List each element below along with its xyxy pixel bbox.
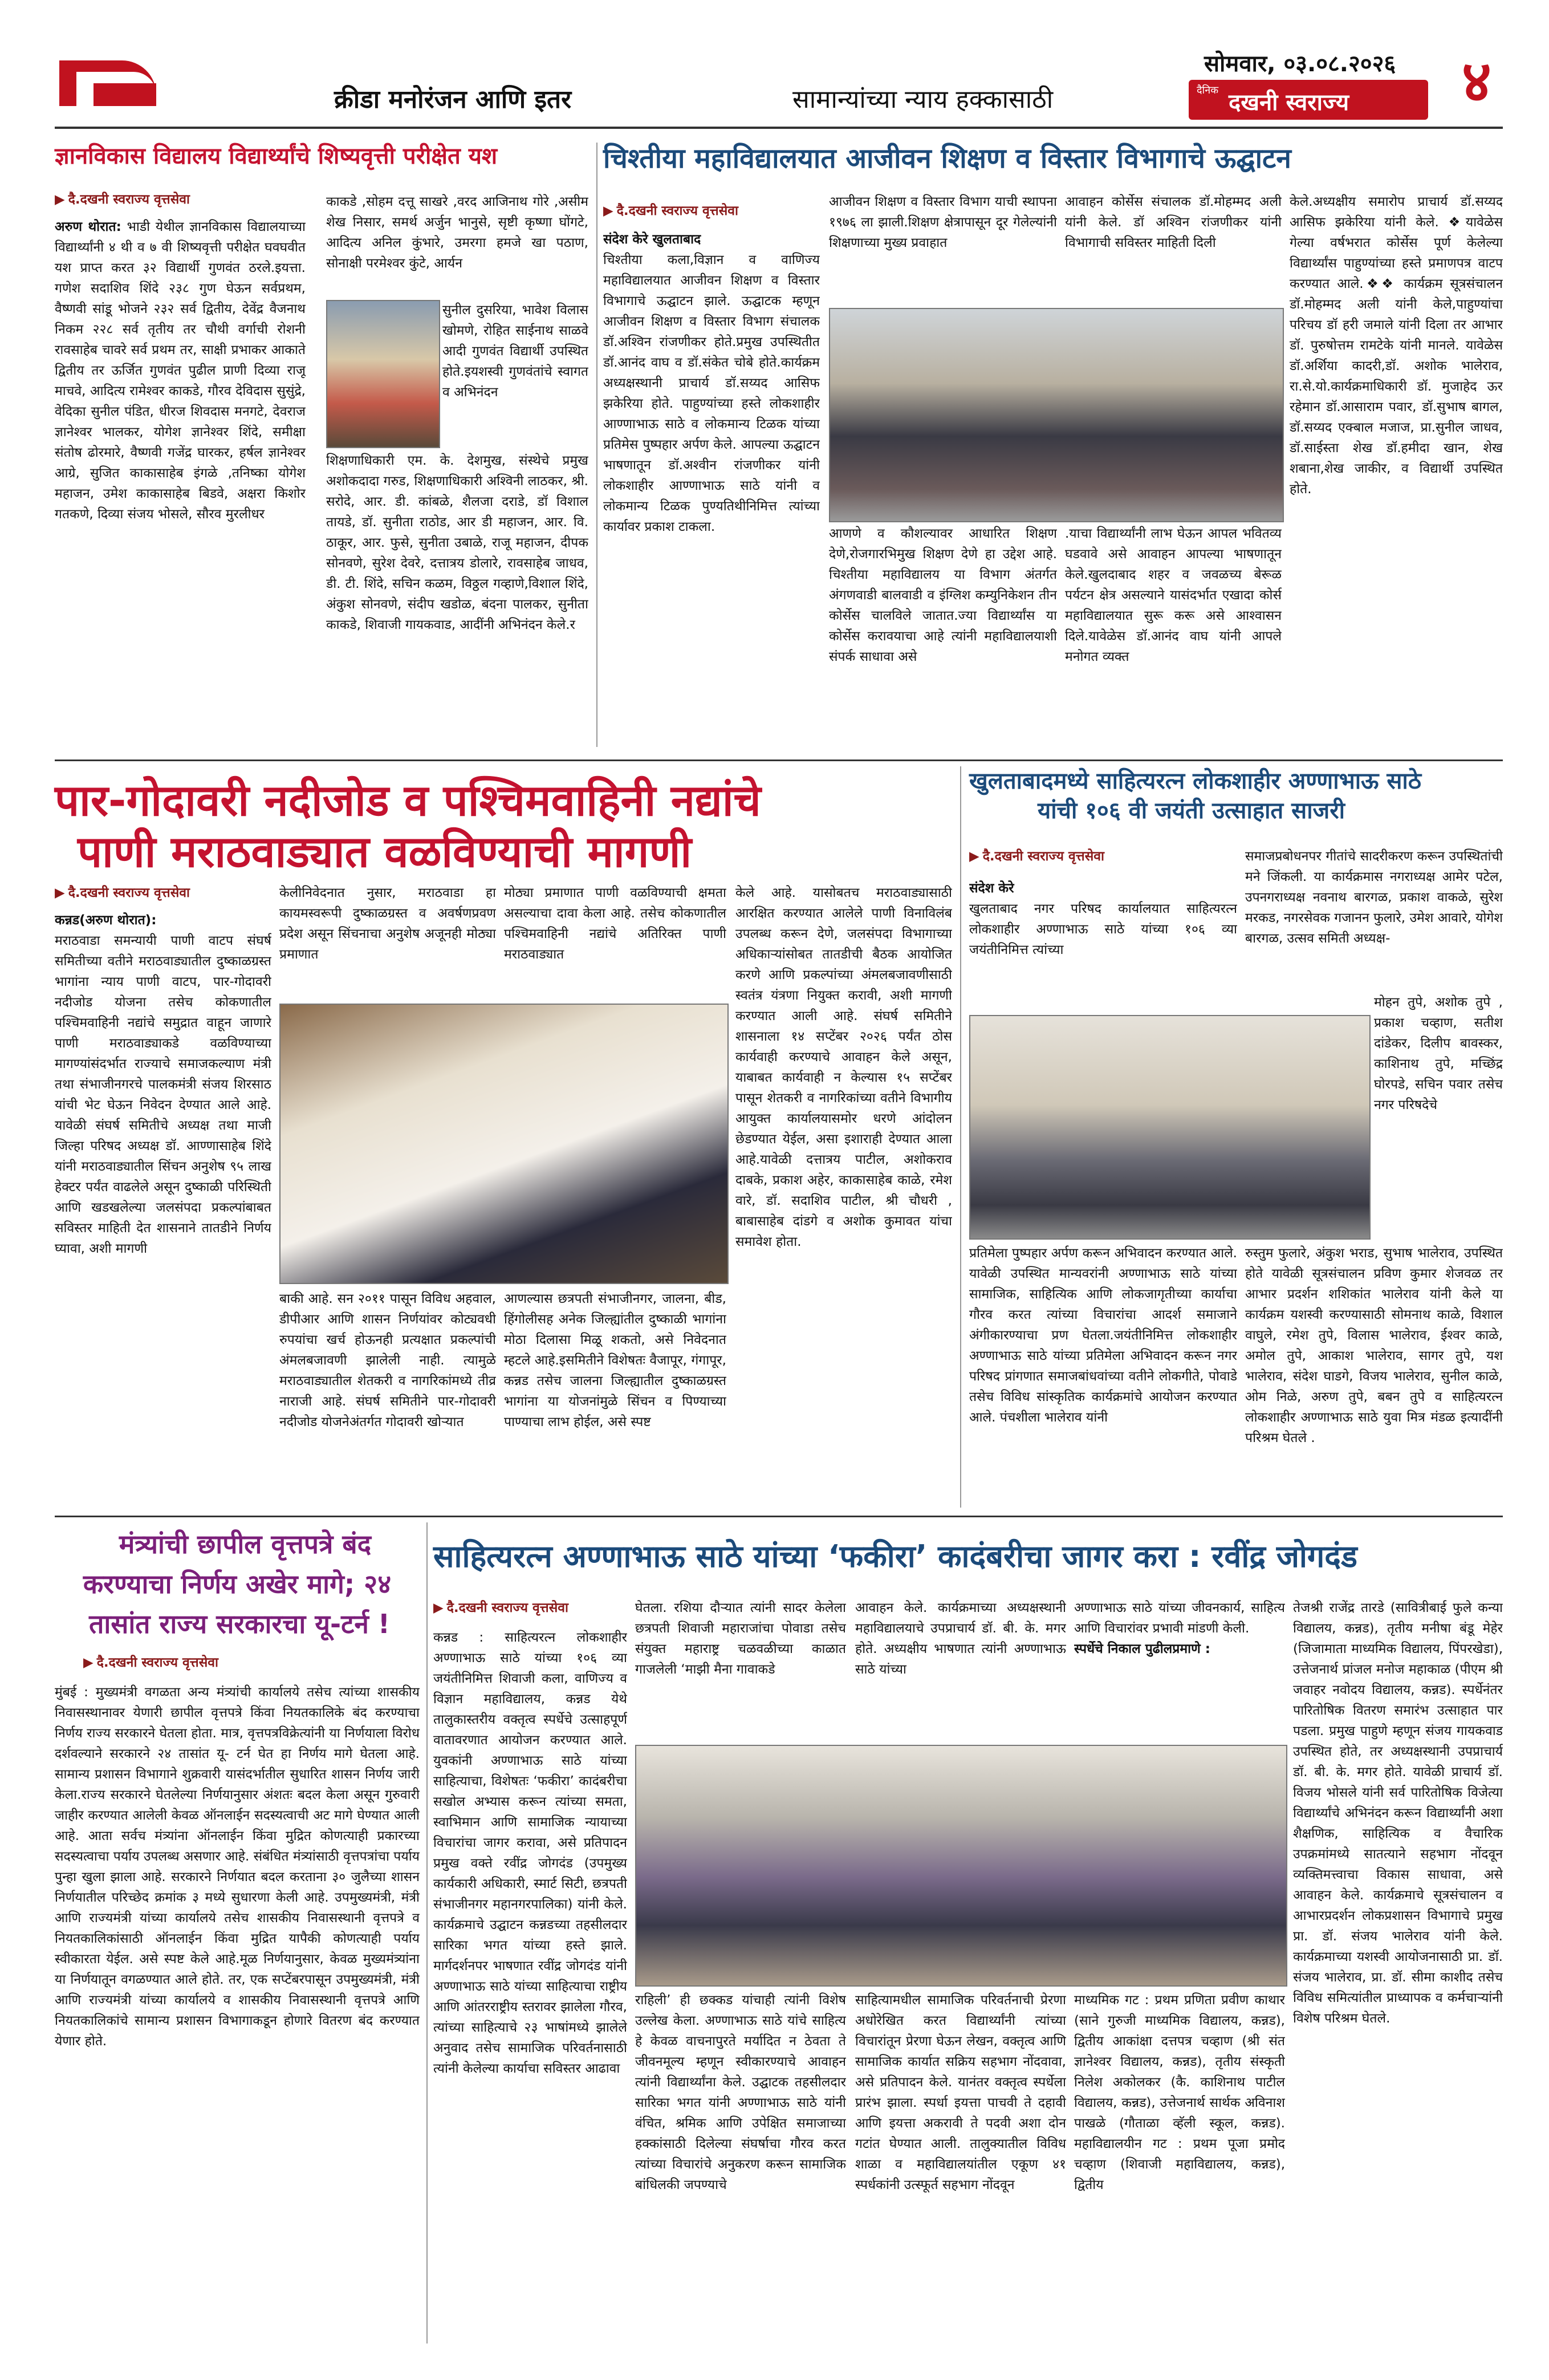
a6-col2-top: घेतला. रशिया दौऱ्यात त्यांनी सादर केलेला छत्रपती शिवाजी महाराजांचा पोवाडा तसेच संयुक्त महाराष्ट्र चळवळीच्या काळात गाजलेली ‘माझी मैना गावाकडे [635, 1601, 846, 1677]
a3-col3-top: मोठ्या प्रमाणात पाणी वळविण्याची क्षमता असल्याचा दावा केला आहे. तसेच कोकणातील पश्चिमवाहिनी नद्यांचे अतिरिक्त पाणी मराठवाड्यात [504, 886, 726, 962]
a4-col1-top [969, 878, 1237, 1004]
a3-col2-bottom: बाकी आहे. सन २०११ पासून विविध अहवाल, डीपीआर आणि शासन निर्णयांवर कोट्यवधी रुपयांचा खर्च होऊनही प्रत्यक्षात प्रकल्पांची अंमलबजावणी झालेली नाही. त्यामुळे मराठवाड्यातील शेतकरी व नागरिकांमध्ये तीव्र नाराजी आहे. संघर्ष समितीने पार-गोदावरी नदीजोड योजनेअंतर्गत गोदावरी खोऱ्यात [279, 1291, 496, 1429]
paper-nameplate [1189, 80, 1428, 120]
a1-byline: ▶ दै.दखनी स्वराज्य वृत्तसेवा [55, 192, 190, 207]
a3-col4: केले आहे. यासोबतच मराठवाड्यासाठी आरक्षित करण्यात आलेले पाणी विनाविलंब उपलब्ध करून देणे, जलसंपदा विभागाच्या अधिकाऱ्यांसोबत तातडीची बैठक आयोजित करणे आणि प्रकल्पांच्या अंमलबजावणीसाठी स्वतंत्र यंत्रणा नियुक्त करावी, अशी मागणी करण्यात आली आहे. संघर्ष समितीने शासनाला १४ सप्टेंबर २०२६ पर्यंत ठोस कार्यवाही करण्याचे आवाहन केले असून, याबाबत कार्यवाही न केल्यास १५ सप्टेंबर पासून शेतकरी व नागरिकांच्या वतीने विभागीय आयुक्त कार्यालयासमोर धरणे आंदोलन छेडण्यात येईल, असा इशाराही देण्यात आला आहे.यावेळी दत्तात्रय पाटील, अशोकराव दाबके, प्रकाश अहेर, काकासाहेब काळे, रमेश वारे, डॉ. सदाशिव पाटील, श्री चौधरी , बाबासाहेब दांडगे व अशोक कुमावत यांचा समावेश होता. [735, 886, 952, 1249]
byline-marker-icon: ▶ [433, 1601, 444, 1615]
a2-col3-top: आवाहन कोर्सेस संचालक डॉ.मोहम्मद अली यांनी केले. डॉ अश्विन रांजणीकर यांनी विभागाची सविस्तर माहिती दिली [1065, 194, 1282, 250]
a4-headline-line1: खुलताबादमध्ये साहित्यरत्न लोकशाहीर अण्णाभाऊ साठे [969, 768, 1422, 794]
a6-col1: कन्नड : साहित्यरत्न लोकशाहीर अण्णाभाऊ साठे यांच्या १०६ व्या जयंतीनिमित्त शिवाजी कला, वाणिज्य व विज्ञान महाविद्यालय, कन्नड येथे तालुकास्तरीय वक्तृत्व स्पर्धेचे उत्साहपूर्ण वातावरणात आयोजन करण्यात आले. युवकांनी अण्णाभाऊ साठे यांच्या साहित्याचा, विशेषतः ‘फकीरा’ कादंबरीचा सखोल अभ्यास करून त्यांच्या समता, स्वाभिमान आणि सामाजिक न्यायाच्या विचारांचा जागर करावा, असे प्रतिपादन प्रमुख वक्ते रवींद्र जोगदंड (उपमुख्य कार्यकारी अधिकारी, स्मार्ट सिटी, छत्रपती संभाजीनगर महानगरपालिका) यांनी केले. कार्यक्रमाचे उद्घाटन कन्नडच्या तहसीलदार सारिका भगत यांच्या हस्ते झाले. मार्गदर्शनपर भाषणात रवींद्र जोगदंड यांनी अण्णाभाऊ साठे यांच्या साहित्याचा राष्ट्रीय आणि आंतरराष्ट्रीय स्तरावर झालेला गौरव, त्यांच्या साहित्याचे २३ भाषांमध्ये झालेले अनुवाद तसेच सामाजिक परिवर्तनासाठी त्यांनी केलेल्या कार्याचा सविस्तर आढावा [433, 1630, 627, 2076]
a6-col5: तेजश्री राजेंद्र तारडे (सावित्रीबाई फुले कन्या विद्यालय, कन्नड), तृतीय मनीषा बंडू मेहेर (जिजामाता माध्यमिक विद्यालय, पिंपरखेडा), उत्तेजनार्थ प्रांजल मनोज महाकाळ (पीएम श्री जवाहर नवोदय विद्यालय, कन्नड). स्पर्धेनंतर पारितोषिक वितरण समारंभ उत्साहात पार पडला. प्रमुख पाहुणे म्हणून संजय गायकवाड उपस्थित होते, तर अध्यक्षस्थानी उपप्राचार्य डॉ. बी. के. मगर होते. यावेळी प्राचार्य डॉ. विजय भोसले यांनी सर्व पारितोषिक विजेत्या विद्यार्थ्यांचे अभिनंदन करून विद्यार्थ्यांनी अशा शैक्षणिक, साहित्यिक व वैचारिक उपक्रमांमध्ये सातत्याने सहभाग नोंदवून व्यक्तिमत्त्वाचा विकास साधावा, असे आवाहन केले. कार्यक्रमाचे सूत्रसंचालन व आभारप्रदर्शन लोकप्रशासन विभागाचे प्रमुख प्रा. डॉ. संजय भालेराव यांनी केले. कार्यक्रमाच्या यशस्वी आयोजनासाठी प्रा. डॉ. संजय भालेराव, प्रा. डॉ. सीमा काशीद तसेच विविध समित्यांतील प्राध्यापक व कर्मचाऱ्यांनी विशेष परिश्रम घेतले. [1293, 1601, 1503, 2026]
a1-photo [326, 300, 440, 448]
a6-col4-top-text: अण्णाभाऊ साठे यांच्या जीवनकार्य, साहित्य आणि विचारांवर प्रभावी मांडणी केली. [1074, 1601, 1285, 1636]
a1-headline: ज्ञानविकास विद्यालय विद्यार्थ्यांचे शिष्यवृत्ती परीक्षेत यश [55, 143, 498, 169]
a1-col1 [55, 217, 306, 787]
a5-byline: ▶ दै.दखनी स्वराज्य वृत्तसेवा [83, 1655, 218, 1670]
issue-date: सोमवार, ०३.०८.२०२६ [1204, 51, 1396, 77]
divider-row1 [55, 760, 1503, 761]
byline-marker-icon: ▶ [603, 204, 613, 218]
section-title-left: क्रीडा मनोरंजन आणि इतर [334, 85, 572, 114]
byline-marker-icon: ▶ [55, 886, 65, 900]
a2-col2-bottom: आणणे व कौशल्यावर आधारित शिक्षण देणे,रोजगारभिमुख शिक्षण देणे हा उद्देश आहे. चिश्तीया महाविद्यालय या विभाग अंतर्गत अंगणवाडी बालवाडी व इंग्लिश कम्युनिकेशन तीन कोर्सेस चालविले जातात.ज्या विद्यार्थ्यांस या कोर्सेस करावयाचा आहे त्यांनी महाविद्यालयाशी संपर्क साधावा असे [829, 526, 1057, 664]
byline-marker-icon: ▶ [55, 192, 65, 207]
a4-col2-side: मोहन तुपे, अशोक तुपे , प्रकाश चव्हाण, सतीश दांडेकर, दिलीप बावस्कर, काशिनाथ तुपे, मच्छिंद्र घोरपडे, सचिन पवार तसेच नगर परिषदेचे [1374, 995, 1503, 1112]
a5-headline-line2: करण्याचा निर्णय अखेर मागे; २४ [83, 1569, 392, 1599]
a6-results-label: स्पर्धेचे निकाल पुढीलप्रमाणे : [1074, 1642, 1210, 1656]
a3-col1 [55, 910, 271, 1503]
a3-dateline: कन्नड(अरुण थोरात): [55, 913, 157, 928]
a4-col2-top: समाजप्रबोधनपर गीतांचे सादरीकरण करून उपस्थितांची मने जिंकली. या कार्यक्रमास नगराध्यक्ष आमेर पटेल, उपनगराध्यक्ष नवनाथ बारगळ, प्रकाश वाकळे, सुरेश मरकड, नगरसेवक गजानन फुलारे, उमेश आवारे, योगेश बारगळ, उत्सव समिती अध्यक्ष- [1245, 849, 1503, 946]
a1-col2-top: काकडे ,सोहम दत्तू साखरे ,वरद आजिनाथ गोरे ,असीम शेख निसार, समर्थ अर्जुन भानुसे, सृष्टी कृष्णा घोंगटे, आदित्य अनिल कुंभारे, उमरगा हमजे खा पठाण, सोनाक्षी परमेश्वर कुंटे, आर्यन [326, 194, 588, 271]
a6-byline: ▶ दै.दखनी स्वराज्य वृत्तसेवा [433, 1601, 568, 1615]
paper-small-label: दैनिक [1197, 84, 1219, 96]
a6-headline: साहित्यरत्न अण्णाभाऊ साठे यांच्या ‘फकीरा’ कादंबरीचा जागर करा : रवींद्र जोगदंड [433, 1538, 1357, 1574]
a4-col2-bottom: रुस्तुम फुलारे, अंकुश भराड, सुभाष भालेराव, उपस्थित होते यावेळी सूत्रसंचालन प्रविण कुमार शेजवळ तर आभार प्रदर्शन शशिकांत भालेराव यांनी केले या कार्यक्रम यशस्वी करण्यासाठी सोमनाथ काळे, विशाल वाघुले, रमेश तुपे, विलास भालेराव, ईश्वर काळे, अमोल तुपे, आकाश भालेराव, सागर तुपे, यश भालेराव, संदेश घाडगे, विजय भालेराव, सुनील काळे, ओम निळे, अरुण तुपे, बबन तुपे व साहित्यरत्न लोकशाहीर अण्णाभाऊ साठे युवा मित्र मंडळ इत्यादींनी परिश्रम घेतले . [1245, 1246, 1503, 1445]
divider-a3-a4 [960, 766, 961, 1508]
divider-a5-a6 [426, 1522, 428, 2344]
a2-col3-bottom: .याचा विद्यार्थ्यांनी लाभ घेऊन आपल भवितव्य घडवावे असे आवाहन आपल्या भाषणातून केले.खुलदाबाद शहर व जवळच्य बेरूळ पर्यटन क्षेत्र असल्याने यासंदर्भात एखादा कोर्स महाविद्यालयात सुरू करू असे आश्वासन दिले.यावेळेस डॉ.आनंद वाघ यांनी आपले मनोगत व्यक्त [1065, 526, 1282, 664]
byline-marker-icon: ▶ [969, 849, 979, 864]
a2-byline: ▶ दै.दखनी स्वराज्य वृत्तसेवा [603, 204, 738, 218]
a6-col3-bottom: साहित्यामधील सामाजिक परिवर्तनाची प्रेरणा अधोरेखित करत विद्यार्थ्यांनी त्यांच्या विचारांतून प्रेरणा घेऊन लेखन, वक्तृत्व आणि सामाजिक कार्यात सक्रिय सहभाग नोंदवावा, असे प्रतिपादन केले. यानंतर वक्तृत्व स्पर्धेला प्रारंभ झाला. स्पर्धा इयत्ता पाचवी ते दहावी आणि इयत्ता अकरावी ते पदवी अशा दोन गटांत घेण्यात आली. तालुक्यातील विविध शाळा व महाविद्यालयांतील एकूण ४१ स्पर्धकांनी उत्स्फूर्त सहभाग नोंदवून [855, 1993, 1066, 2192]
a6-col4-bottom: माध्यमिक गट : प्रथम प्रणिता प्रवीण काथार (साने गुरुजी माध्यमिक विद्यालय, कन्नड), द्वितीय आकांक्षा दत्तपत्र चव्हाण (श्री संत ज्ञानेश्वर विद्यालय, कन्नड), तृतीय संस्कृती निलेश अकोलकर (कै. काशिनाथ पाटील विद्यालय, कन्नड), उत्तेजनार्थ सार्थक अविनाश पाखळे (गौताळा व्हॅली स्कूल, कन्नड). महाविद्यालयीन गट : प्रथम पूजा प्रमोद चव्हाण (शिवाजी महाविद्यालय, कन्नड), द्वितीय [1074, 1993, 1285, 2192]
a1-dateline: अरुण थोरात: [55, 220, 121, 234]
divider-row2 [55, 1516, 1503, 1517]
a3-byline: ▶ दै.दखनी स्वराज्य वृत्तसेवा [55, 886, 190, 900]
a6-col2-bottom: राहिली’ ही छक्कड यांचाही त्यांनी विशेष उल्लेख केला. अण्णाभाऊ साठे यांचे साहित्य हे केवळ वाचनापुरते मर्यादित न ठेवता ते जीवनमूल्य म्हणून स्वीकारण्याचे आवाहन त्यांनी विद्यार्थ्यांना केले. उद्घाटक तहसीलदार सारिका भगत यांनी अण्णाभाऊ साठे यांनी वंचित, श्रमिक आणि उपेक्षित समाजाच्या हक्कांसाठी दिलेल्या संघर्षाचा गौरव करत त्यांच्या विचारांचे अनुकरण करून सामाजिक बांधिलकी जपण्याचे [635, 1993, 846, 2192]
a1-col2-bottom: शिक्षणाधिकारी एम. के. देशमुख, संस्थेचे प्रमुख अशोकदादा गरुड, शिक्षणाधिकारी अश्विनी लाठकर, श्री. सरोदे, आर. डी. कांबळे, शैलजा दराडे, डॉ विशाल तायडे, डॉ. सुनीता राठोड, आर डी महाजन, आर. वि. ठाकूर, आर. फुसे, सुनीता उबाळे, राजू महाजन, दीपक सोनवणे, सुरेश देवरे, दत्तात्रय डोलारे, रावसाहेब जाधव, डी. टी. शिंदे, सचिन कळम, विठ्ठल गव्हाणे,विशाल शिंदे, अंकुश सोनवणे, संदीप खडोळ, बंदना पालकर, सुनीता काकडे, शिवाजी गायकवाड, आदींनी अभिनंदन केले.र [326, 453, 588, 632]
paper-name: दखनी स्वराज्य [1229, 90, 1349, 116]
page-number: ४ [1462, 48, 1491, 115]
a3-col3-bottom: आणल्यास छत्रपती संभाजीनगर, जालना, बीड, हिंगोलीसह अनेक जिल्ह्यांतील दुष्काळी भागांना मोठा दिलासा मिळू शकतो, असे निवेदनात म्हटले आहे.इसमितीने विशेषतः वैजापूर, गंगापूर, कन्नड तसेच जालना जिल्ह्यातील दुष्काळग्रस्त भागांना या योजनांमुळे सिंचन व पिण्याच्या पाण्याचा लाभ होईल, असे स्पष्ट [504, 1291, 726, 1429]
byline-marker-icon: ▶ [83, 1655, 93, 1670]
a4-col1-bottom: प्रतिमेला पुष्पहार अर्पण करून अभिवादन करण्यात आले. यावेळी उपस्थित मान्यवरांनी अण्णाभाऊ साठे यांच्या सामाजिक, साहित्यिक आणि लोकजागृतीच्या कार्याचा गौरव करत त्यांच्या विचारांचा आदर्श समाजाने अंगीकारण्याचा प्रण घेतला.जयंतीनिमित्त लोकशाहीर अण्णाभाऊ साठे यांच्या प्रतिमेला अभिवादन करून नगर परिषद प्रांगणात समाजबांधवांच्या वतीने लोकगीते, पोवाडे तसेच विविध सांस्कृतिक कार्यक्रमांचे आयोजन करण्यात आले. पंचशीला भालेराव यांनी [969, 1246, 1237, 1425]
a3-headline-line1: पार-गोदावरी नदीजोड व पश्चिमवाहिनी नद्यांचे [55, 775, 761, 826]
a6-photo [635, 1745, 1287, 1987]
a4-byline: ▶ दै.दखनी स्वराज्य वृत्तसेवा [969, 849, 1104, 864]
a5-body: मुंबई : मुख्यमंत्री वगळता अन्य मंत्र्यांची कार्यालये तसेच त्यांच्या शासकीय निवासस्थानावर येणारी छापील वृत्तपत्रे किंवा नियतकालिके बंद करण्याचा निर्णय राज्य सरकारने घेतला होता. मात्र, वृत्तपत्रविक्रेत्यांनी या निर्णयाला विरोध दर्शवल्याने सरकारने २४ तासांत यू- टर्न घेत हा निर्णय मागे घेतला आहे. सामान्य प्रशासन विभागाने शुक्रवारी यासंदर्भातील सुधारित शासन निर्णय जारी केला.राज्य सरकारने घेतलेल्या निर्णयानुसार अंशतः बदल केला असून गुरुवारी जाहीर करण्यात आलेली केवळ ऑनलाईन सदस्यत्वाची अट मागे घेण्यात आली आहे. आता सर्वच मंत्र्यांना ऑनलाईन किंवा मुद्रित कोणत्याही प्रकारच्या सदस्यत्वाचा पर्याय उपलब्ध असणार आहे. संबंधित मंत्र्यांसाठी वृत्तपत्रांचा पर्याय पुन्हा खुला झाला आहे. सरकारने निर्णयात बदल करताना ३० जुलैच्या शासन निर्णयातील परिच्छेद क्रमांक ३ मध्ये सुधारणा केली आहे. उपमुख्यमंत्री, मंत्री आणि राज्यमंत्री यांच्या कार्यालये तसेच शासकीय निवासस्थानी वृत्तपत्रे व नियतकालिकांसाठी ऑनलाईन किंवा मुद्रित यापैकी कोणत्याही पर्याय स्वीकारता येईल. असे स्पष्ट केले आहे.मूळ निर्णयानुसार, केवळ मुख्यमंत्र्यांना या निर्णयातून वगळण्यात आले होते. तर, एक सप्टेंबरपासून उपमुख्यमंत्री, मंत्री आणि राज्यमंत्री यांच्या कार्यालये व शासकीय निवासस्थानी वृत्तपत्रे आणि नियतकालिकांचे सामान्य प्रशासन विभागाकडून होणारे वितरण बंद करण्यात येणार होते. [55, 1685, 420, 2049]
a3-col1-text: मराठवाडा समन्यायी पाणी वाटप संघर्ष समितीच्या वतीने मराठवाड्यातील दुष्काळग्रस्त भागांना न्याय पाणी वाटप, पार-गोदावरी नदीजोड योजना तसेच कोकणातील पश्चिमवाहिनी नद्यांचे समुद्रात वाहून जाणारे पाणी मराठवाड्याकडे वळविण्याच्या मागण्यांसंदर्भात राज्याचे समाजकल्याण मंत्री तथा संभाजीनगरचे पालकमंत्री संजय शिरसाठ यांची भेट घेऊन निवेदन देण्यात आले आहे. यावेळी संघर्ष समितीचे अध्यक्ष तथा माजी जिल्हा परिषद अध्यक्ष डॉ. आण्णासाहेब शिंदे यांनी मराठवाड्यातील सिंचन अनुशेष ९५ लाख हेक्टर पर्यंत वाढलेले असून दुष्काळी परिस्थिती आणि खडखलेल्या जलसंपदा प्रकल्पांबाबत सविस्तर माहिती देत शासनाने तातडीने निर्णय घ्यावा, अशी मागणी [55, 933, 271, 1256]
a3-headline-line2: पाणी मराठवाड्यात वळविण्याची मागणी [78, 826, 692, 877]
masthead-rule [55, 127, 1503, 129]
a2-photo [829, 308, 1284, 522]
a2-col2-top: आजीवन शिक्षण व विस्तार विभाग याची स्थापना १९७६ ला झाली.शिक्षण क्षेत्रापासून दूर गेलेल्यांनी शिक्षणाच्या मुख्य प्रवाहात [829, 194, 1057, 250]
a3-col2-top: केलीनिवेदनात नुसार, मराठवाडा हा कायमस्वरूपी दुष्काळग्रस्त व अवर्षणप्रवण प्रदेश असून सिंचनाचा अनुशेष अजूनही मोठ्या प्रमाणात [279, 886, 496, 962]
a5-headline-line3: तासांत राज्य सरकारचा यू-टर्न ! [89, 1609, 390, 1639]
a2-col1 [603, 229, 820, 754]
a2-headline: चिश्तीया महाविद्यालयात आजीवन शिक्षण व विस्तार विभागाचे ऊद्घाटन [603, 143, 1291, 174]
a1-col2-side: सुनील दुसरिया, भावेश विलास खोमणे, रोहित साईनाथ साळवे आदी गुणवंत विद्यार्थी उपस्थित होते.इयशस्वी गुणवंतांचे स्वागत व अभिनंदन [442, 303, 588, 400]
a2-dateline: संदेश केरे खुलताबाद [603, 232, 701, 247]
a6-col4-top [1074, 1598, 1285, 1735]
a4-headline-line2: यांची १०६ वी जयंती उत्साहात साजरी [1038, 798, 1345, 824]
a5-headline-line1: मंत्र्यांची छापील वृत्तपत्रे बंद [119, 1529, 372, 1559]
a4-photo [969, 1015, 1371, 1240]
a3-photo [279, 1004, 729, 1284]
divider-a1-a2 [596, 143, 597, 747]
a2-col4: केले.अध्यक्षीय समारोप प्राचार्य डॉ.सय्यद आसिफ झकेरिया यांनी केले. ❖यावेळेस गेल्या वर्षभरात कोर्सेस पूर्ण केलेल्या विद्यार्थ्यांस पाहुण्यांच्या हस्ते प्रमाणपत्र वाटप करण्यात आले.❖❖ कार्यक्रम सूत्रसंचालन डॉ.मोहम्मद अली यांनी केले,पाहुण्यांचा परिचय डॉ हरी जमाले यांनी दिला तर आभार डॉ. पुरुषोत्तम रामटेके यांनी मानले. यावेळेस डॉ.अर्शिया कादरी,डॉ. अशोक भालेराव, रा.से.यो.कार्यक्रमाधिकारी डॉ. मुजाहेद ऊर रहेमान डॉ.आसाराम पवार, डॉ.सुभाष बागल, डॉ.सय्यद एक्बाल मजाज, प्रा.सुनील जाधव, डॉ.साईस्ता शेख डॉ.हमीदा खान, शेख शबाना,शेख जाकीर, व विद्यार्थी उपस्थित होते. [1290, 194, 1503, 497]
a6-col3-top: आवाहन केले. कार्यक्रमाच्या अध्यक्षस्थानी महाविद्यालयाचे उपप्राचार्य डॉ. बी. के. मगर होते. अध्यक्षीय भाषणात त्यांनी अण्णाभाऊ साठे यांच्या [855, 1601, 1066, 1677]
a1-col1-text: भाडी येथील ज्ञानविकास विद्यालयाच्या विद्यार्थ्यांनी ४ थी व ७ वी शिष्यवृत्ती परीक्षेत घवघवीत यश प्राप्त करत ३२ विद्यार्थी गुणवंत ठरले.इयत्ता. गणेश सदाशिव शिंदे २३८ गुण घेऊन सर्वप्रथम, वैष्णवी सांडू भोजने २३२ सर्व द्वितीय, देवेंद्र वैजनाथ निकम २२८ सर्व तृतीय तर चौथी वर्गाची रोशनी रावसाहेब चावरे सर्व प्रथम तर, साक्षी प्रभाकर आकाते द्वितीय तर ऊर्जित गुणवंत पुढील प्राणी दिव्या राजू माचवे, आदित्य रामेश्वर काकडे, गौरव देविदास सुसुंद्रे, वेदिका सुनील पंडित, धीरज शिवदास मनगटे, देवराज ज्ञानेश्वर भालकर, योगेश ज्ञानेश्वर शिंदे, समीक्षा संतोष ढोरमारे, वैष्णवी गजेंद्र घारकर, हर्षल ज्ञानेश्वर आग्रे, सुजित काकासाहेब इंगळे ,तनिष्का योगेश महाजन, उमेश काकासाहेब बिडवे, अक्षरा किशोर गतकणे, दिव्या संजय भोसले, सौरव मुरलीधर [55, 220, 306, 522]
a2-col1-text: चिश्तीया कला,विज्ञान व वाणिज्य महाविद्यालयात आजीवन शिक्षण व विस्तार विभागाचे ऊद्घाटन झाले. ऊद्घाटक म्हणून आजीवन शिक्षण व विस्तार विभाग संचालक डॉ.अश्विन रांजणीकर होते.प्रमुख उपस्थितीत डॉ.आनंद वाघ व डॉ.संकेत चोबे होते.कार्यक्रम अध्यक्षस्थानी प्राचार्य डॉ.सय्यद आसिफ झकेरिया होते. पाहुण्यांच्या हस्ते लोकशाहीर आण्णाभाऊ साठे व लोकमान्य टिळक यांच्या प्रतिमेस पुष्पहार अर्पण केले. आपल्या ऊद्घाटन भाषणातून डॉ.अश्वीन रांजणीकर यांनी लोकशाहीर आण्णाभाऊ साठे यांनी व लोकमान्य टिळक पुण्यतिथीनिमित्त त्यांच्या कार्यावर प्रकाश टाकला. [603, 253, 820, 534]
section-title-middle: सामान्यांच्या न्याय हक्कासाठी [792, 85, 1054, 114]
brand-logo-block [59, 55, 202, 106]
a4-dateline: संदेश केरे [969, 881, 1014, 896]
a4-col1-top-text: खुलताबाद नगर परिषद कार्यालयात साहित्यरत्न लोकशाहीर अण्णाभाऊ साठे यांच्या १०६ व्या जयंतीनिमित्त त्यांच्या [969, 901, 1237, 957]
